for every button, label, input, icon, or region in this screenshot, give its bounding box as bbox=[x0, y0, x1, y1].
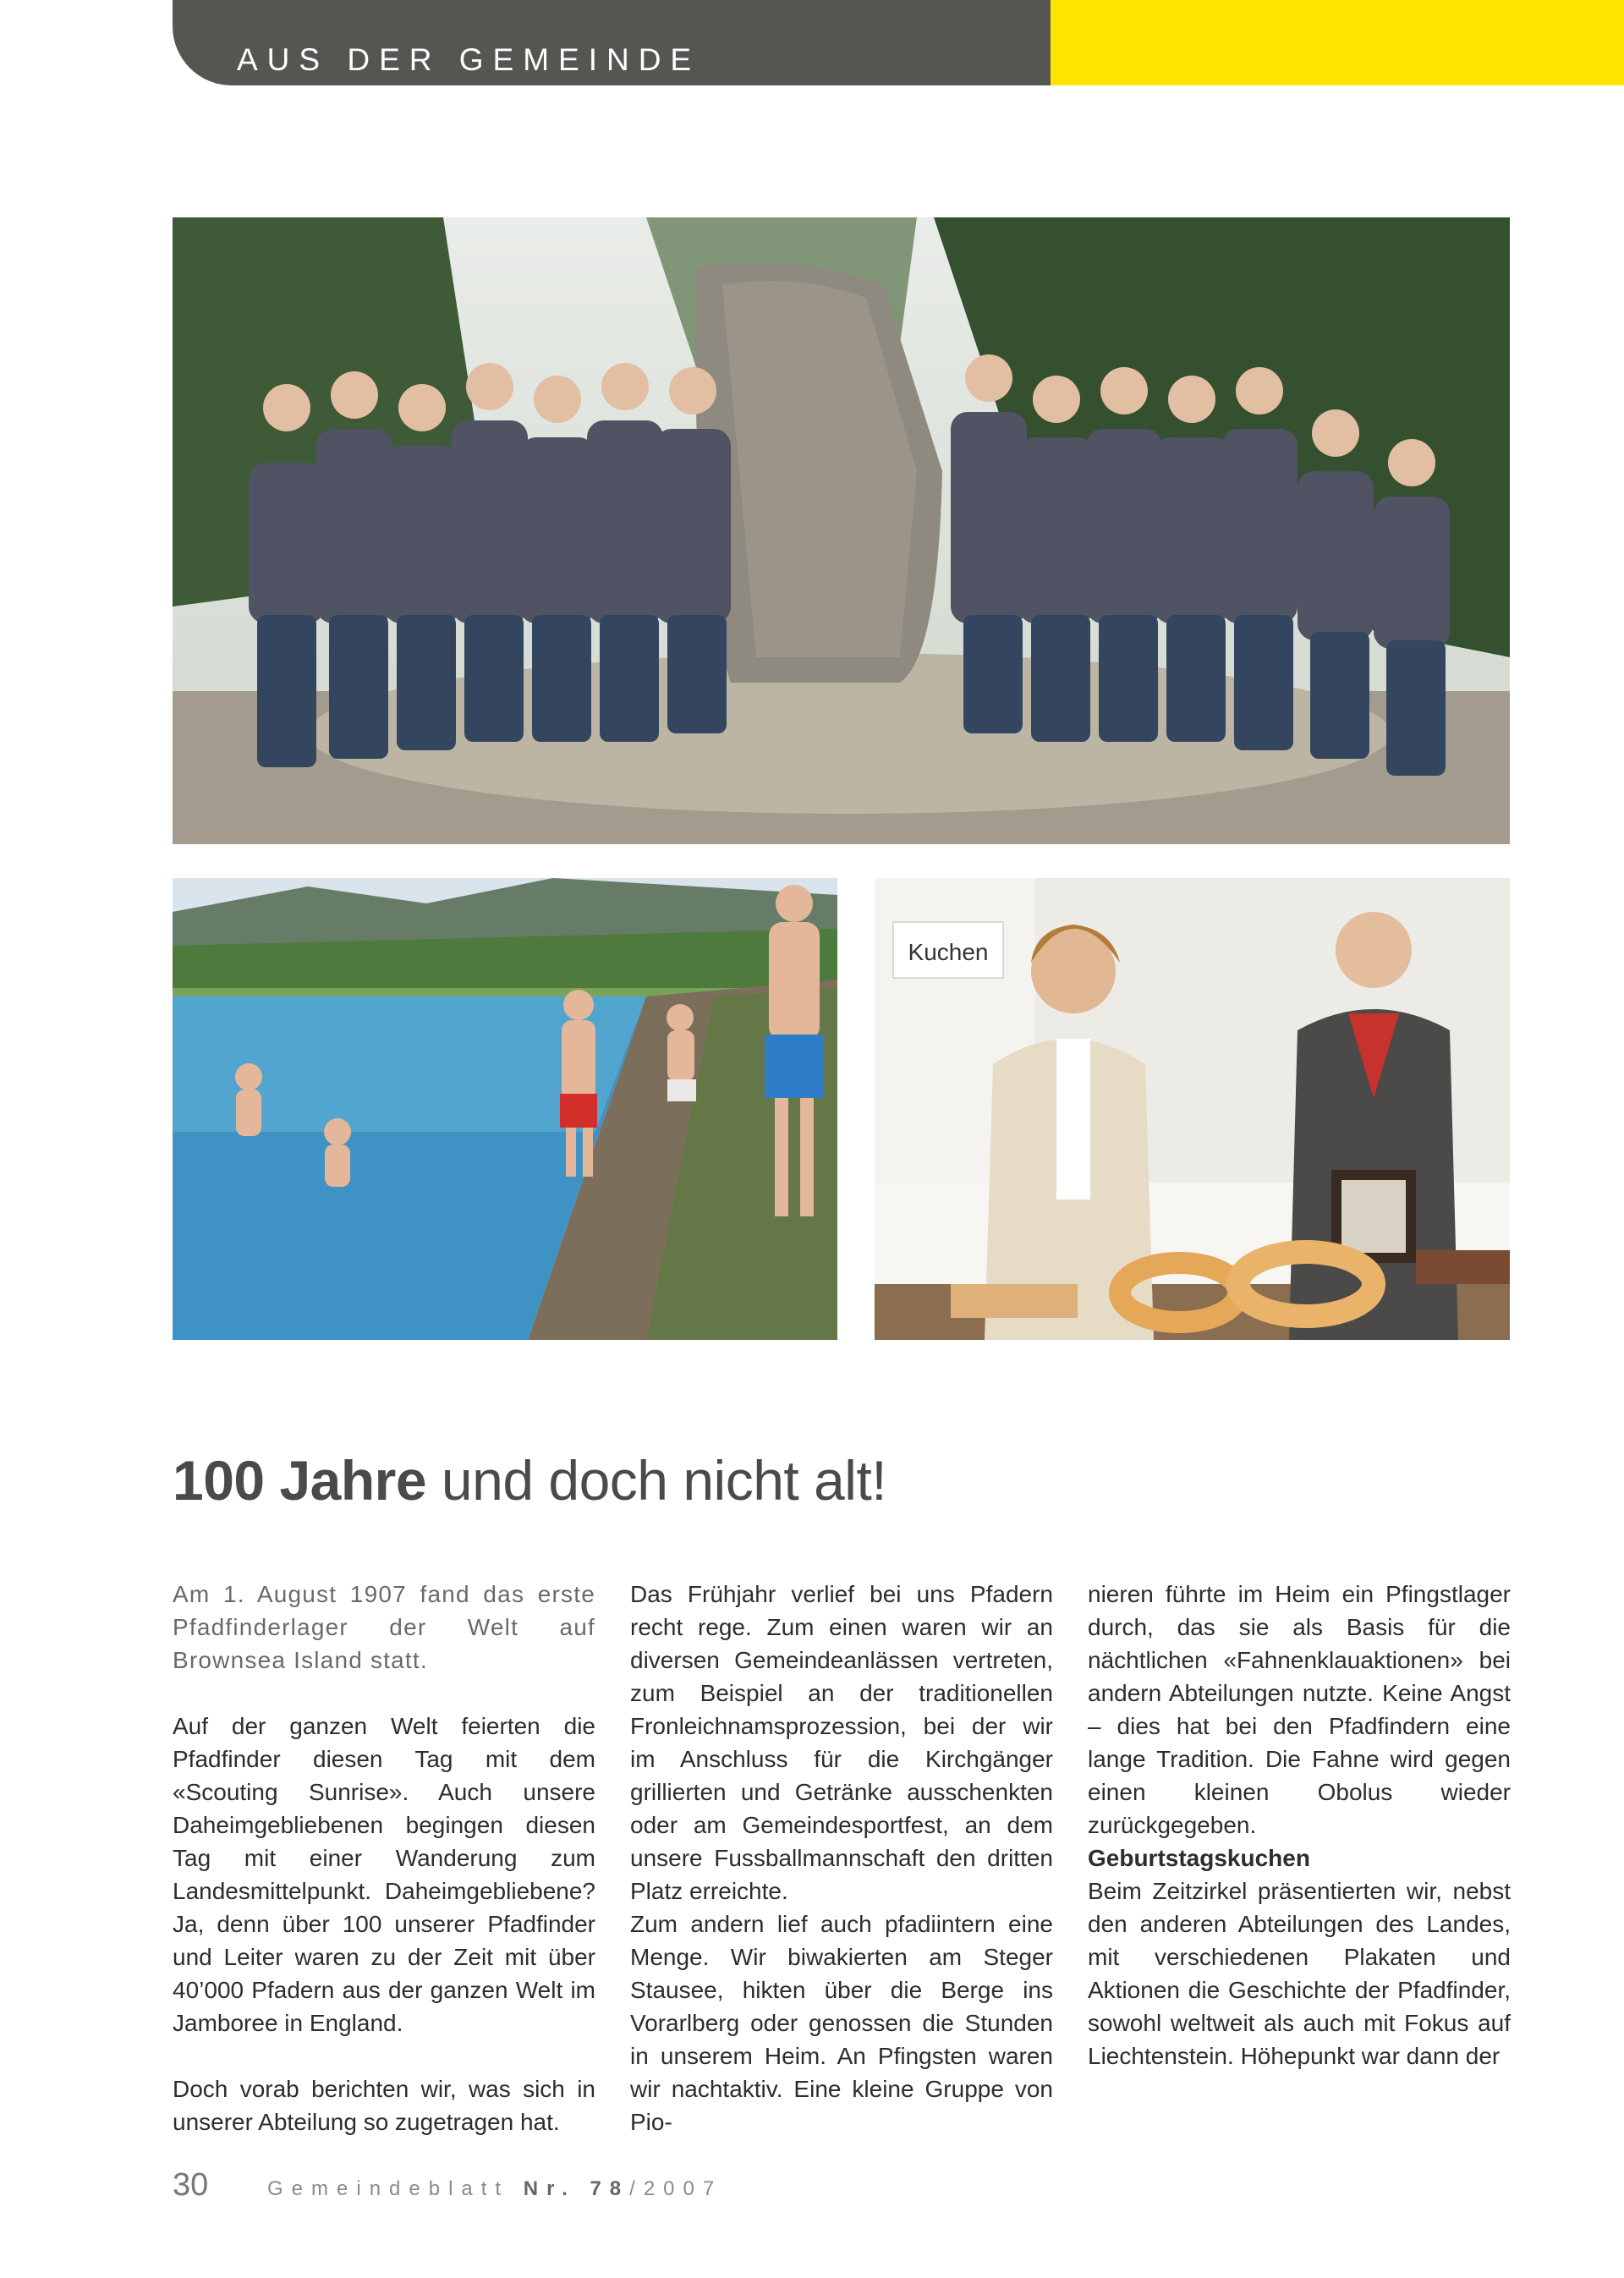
article-lead: Am 1. August 1907 fand das erste Pfadfinderlager der Welt auf Brownsea Island statt. bbox=[173, 1581, 595, 1673]
paragraph-gap bbox=[173, 1677, 595, 1710]
paragraph: Das Frühjahr verlief bei uns Pfadern recht rege. Zum einen waren wir an diversen Gemeindeanlässen vertreten, zum Beispiel an der traditionellen Fronleichnamsprozession, bei der wir im Anschluss für die Kirchgänger grillierten und Getränke ausschenkten oder am Gemeindesportfest, an dem unsere Fussballmannschaft den dritten Platz erreichte. bbox=[630, 1581, 1053, 1904]
photo-birthday-cake bbox=[875, 878, 1510, 1340]
cake-sign-label: Kuchen bbox=[908, 939, 989, 965]
text-column-1 bbox=[173, 1578, 595, 2138]
paragraph: nieren führte im Heim ein Pfingstlager durch, das sie als Basis für die nächtlichen «Fahnenklauaktionen» bei andern Abteilungen nutzte. Keine Angst – dies hat bei den Pfadfindern eine lange Tradition. Die Fahne wird gegen einen kleinen Obolus wieder zurückgegeben. bbox=[1088, 1581, 1511, 1838]
lake-photo-illustration bbox=[173, 878, 837, 1340]
header-accent-block bbox=[1051, 0, 1624, 85]
paragraph: Zum andern lief auch pfadiintern eine Menge. Wir biwakierten am Steger Stausee, hikten über die Berge ins Vorarlberg oder genossen die Stunden in unserem Heim. An Pfingsten waren wir nachtaktiv. Eine kleine Gruppe von Pio- bbox=[630, 1911, 1053, 2135]
article-headline bbox=[173, 1448, 1509, 1512]
page-number: 30 bbox=[173, 2167, 209, 2203]
scouts-photo-illustration bbox=[173, 217, 1510, 844]
subheading: Geburtstagskuchen bbox=[1088, 1845, 1310, 1871]
section-title: AUS DER GEMEINDE bbox=[237, 42, 701, 77]
publication-name: Gemeindeblatt bbox=[267, 2177, 510, 2200]
text-column-3 bbox=[1088, 1578, 1511, 2072]
issue-year: /2007 bbox=[629, 2177, 723, 2200]
cake-photo-illustration bbox=[875, 878, 1510, 1340]
paragraph: Doch vorab berichten wir, was sich in unserer Abteilung so zugetragen hat. bbox=[173, 2076, 595, 2135]
headline-rest: und doch nicht alt! bbox=[426, 1449, 887, 1512]
photo-children-at-lake bbox=[173, 878, 837, 1340]
paragraph: Auf der ganzen Welt feierten die Pfadfinder diesen Tag mit dem «Scouting Sunrise». Auch unsere Daheimgebliebenen begingen diesen Tag mit einer Wanderung zum Landesmittelpunkt. Daheimgebliebene? Ja, denn über 100 unserer Pfadfinder und Leiter waren zu der Zeit mit über 40’000 Pfadern aus der ganzen Welt im Jamboree in England. bbox=[173, 1713, 595, 2036]
text-column-2 bbox=[630, 1578, 1053, 2138]
headline-bold: 100 Jahre bbox=[173, 1449, 427, 1512]
paragraph-gap bbox=[173, 2039, 595, 2072]
photo-scouts-memorial-stone bbox=[173, 217, 1510, 844]
footer-publication bbox=[267, 2177, 722, 2201]
paragraph: Beim Zeitzirkel präsentierten wir, nebst den anderen Abteilungen des Landes, mit verschiedenen Plakaten und Aktionen die Geschichte der Pfadfinder, sowohl weltweit als auch mit Fokus auf Liechtenstein. Höhepunkt war dann der bbox=[1088, 1878, 1511, 2069]
issue-label: Nr. 78 bbox=[523, 2177, 630, 2200]
